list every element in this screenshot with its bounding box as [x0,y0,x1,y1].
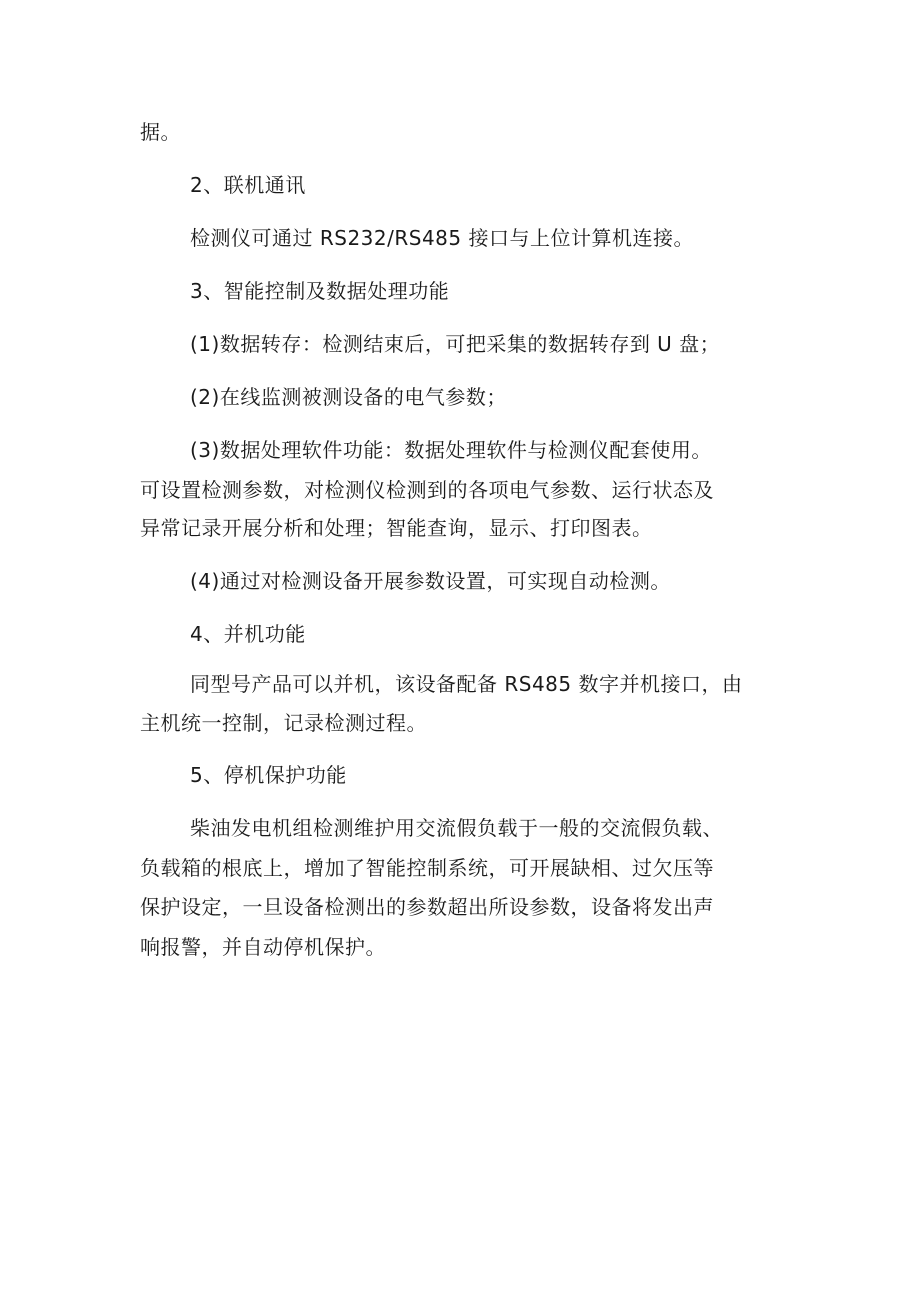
list-item-auto-detection: (4)通过对检测设备开展参数设置，可实现自动检测。 [190,569,671,593]
list-item-data-transfer: (1)数据转存：检测结束后，可把采集的数据转存到 U 盘； [190,332,721,356]
text-line: 同型号产品可以并机，该设备配备 RS485 数字并机接口，由 [190,672,743,696]
list-item-online-monitoring: (2)在线监测被测设备的电气参数； [190,385,507,409]
text-line: 负载箱的根底上，增加了智能控制系统，可开展缺相、过欠压等 [140,856,714,880]
text-line: 柴油发电机组检测维护用交流假负载于一般的交流假负载、 [190,816,723,840]
section-heading-online-communication: 2、联机通讯 [190,173,306,197]
text-line: 检测仪可通过 RS232/RS485 接口与上位计算机连接。 [190,226,694,250]
text-line: 主机统一控制，记录检测过程。 [140,711,427,735]
text-line: 保护设定，一旦设备检测出的参数超出所设参数，设备将发出声 [140,895,714,919]
section-heading-shutdown-protection: 5、停机保护功能 [190,763,347,787]
text-line: 可设置检测参数，对检测仪检测到的各项电气参数、运行状态及 [140,478,714,502]
text-line: 响报警，并自动停机保护。 [140,935,386,959]
section-heading-smart-control: 3、智能控制及数据处理功能 [190,279,450,303]
text-line: 据。 [140,120,181,144]
text-line: 异常记录开展分析和处理；智能查询，显示、打印图表。 [140,516,653,540]
section-heading-parallel-function: 4、并机功能 [190,622,306,646]
list-item-software-function: (3)数据处理软件功能：数据处理软件与检测仪配套使用。 [190,438,712,462]
